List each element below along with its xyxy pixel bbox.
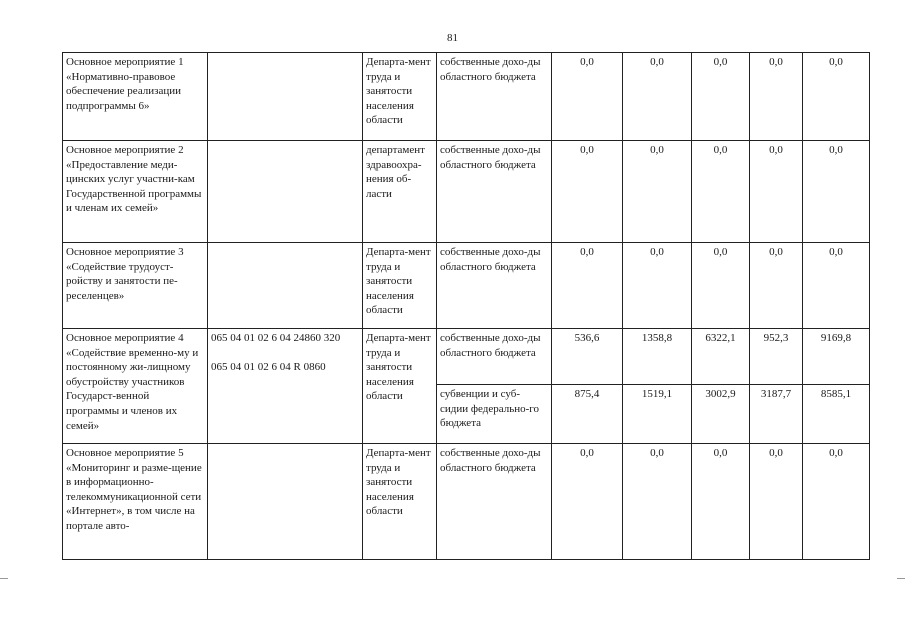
budget-code-cell	[208, 243, 363, 329]
amount-cell: 0,0	[552, 243, 623, 329]
amount-cell: 9169,8	[803, 329, 870, 385]
budget-code-cell	[208, 141, 363, 243]
funding-source: собственные дохо-ды областного бюджета	[437, 444, 552, 560]
table-row	[63, 141, 870, 243]
scan-edge-mark	[897, 578, 905, 579]
amount-cell: 0,0	[750, 444, 803, 560]
table-row	[63, 444, 870, 560]
scan-edge-mark	[0, 578, 8, 579]
amount-cell: 536,6	[552, 329, 623, 385]
activity-name: Основное мероприятие 1 «Нормативно-правовое обеспечение реализации подпрограммы 6»	[63, 53, 208, 141]
page-number: 81	[447, 32, 458, 44]
table-row	[63, 53, 870, 141]
amount-cell: 1519,1	[623, 385, 692, 444]
funding-source: собственные дохо-ды областного бюджета	[437, 243, 552, 329]
amount-cell: 952,3	[750, 329, 803, 385]
budget-code: 065 04 01 02 6 04 R 0860	[211, 360, 326, 373]
amount-cell: 0,0	[623, 141, 692, 243]
activity-name: Основное мероприятие 4 «Содействие временно-му и постоянному жи-лищному обустройству участников Государст-венной программы и членов их семей»	[63, 329, 208, 444]
amount-cell: 0,0	[692, 141, 750, 243]
activity-name: Основное мероприятие 3 «Содействие трудоуст-ройству и занятости пе-реселенцев»	[63, 243, 208, 329]
table-row	[63, 243, 870, 329]
executor: Департа-мент труда и занятости населения области	[363, 444, 437, 560]
funding-source: собственные дохо-ды областного бюджета	[437, 53, 552, 141]
amount-cell: 875,4	[552, 385, 623, 444]
executor: Департа-мент труда и занятости населения области	[363, 53, 437, 141]
executor: департамент здравоохра-нения об-ласти	[363, 141, 437, 243]
amount-cell: 0,0	[803, 243, 870, 329]
funding-source: субвенции и суб-сидии федерально-го бюджета	[437, 385, 552, 444]
amount-cell: 0,0	[692, 243, 750, 329]
amount-cell: 0,0	[552, 53, 623, 141]
amount-cell: 0,0	[750, 53, 803, 141]
amount-cell: 3002,9	[692, 385, 750, 444]
program-activities-table	[62, 52, 870, 560]
amount-cell: 0,0	[552, 444, 623, 560]
amount-cell: 0,0	[692, 53, 750, 141]
amount-cell: 6322,1	[692, 329, 750, 385]
budget-code-cell	[208, 444, 363, 560]
amount-cell: 0,0	[750, 141, 803, 243]
amount-cell: 0,0	[692, 444, 750, 560]
amount-cell: 3187,7	[750, 385, 803, 444]
funding-source: собственные дохо-ды областного бюджета	[437, 141, 552, 243]
amount-cell: 0,0	[803, 444, 870, 560]
activity-name: Основное мероприятие 2 «Предоставление меди-цинских услуг участни-кам Государственной программы и членам их семей»	[63, 141, 208, 243]
activity-name: Основное мероприятие 5 «Мониторинг и разме-щение в информационно-телекоммуникационной сети «Интернет», в том числе на портале авто-	[63, 444, 208, 560]
amount-cell: 0,0	[623, 53, 692, 141]
amount-cell: 0,0	[552, 141, 623, 243]
amount-cell: 1358,8	[623, 329, 692, 385]
amount-cell: 0,0	[803, 53, 870, 141]
funding-source: собственные дохо-ды областного бюджета	[437, 329, 552, 385]
executor: Департа-мент труда и занятости населения области	[363, 329, 437, 444]
budget-code-cell	[208, 329, 363, 444]
executor: Департа-мент труда и занятости населения области	[363, 243, 437, 329]
table-row	[63, 329, 870, 385]
budget-code-cell	[208, 53, 363, 141]
amount-cell: 0,0	[750, 243, 803, 329]
amount-cell: 0,0	[803, 141, 870, 243]
amount-cell: 0,0	[623, 444, 692, 560]
amount-cell: 8585,1	[803, 385, 870, 444]
budget-code: 065 04 01 02 6 04 24860 320	[211, 332, 341, 344]
amount-cell: 0,0	[623, 243, 692, 329]
